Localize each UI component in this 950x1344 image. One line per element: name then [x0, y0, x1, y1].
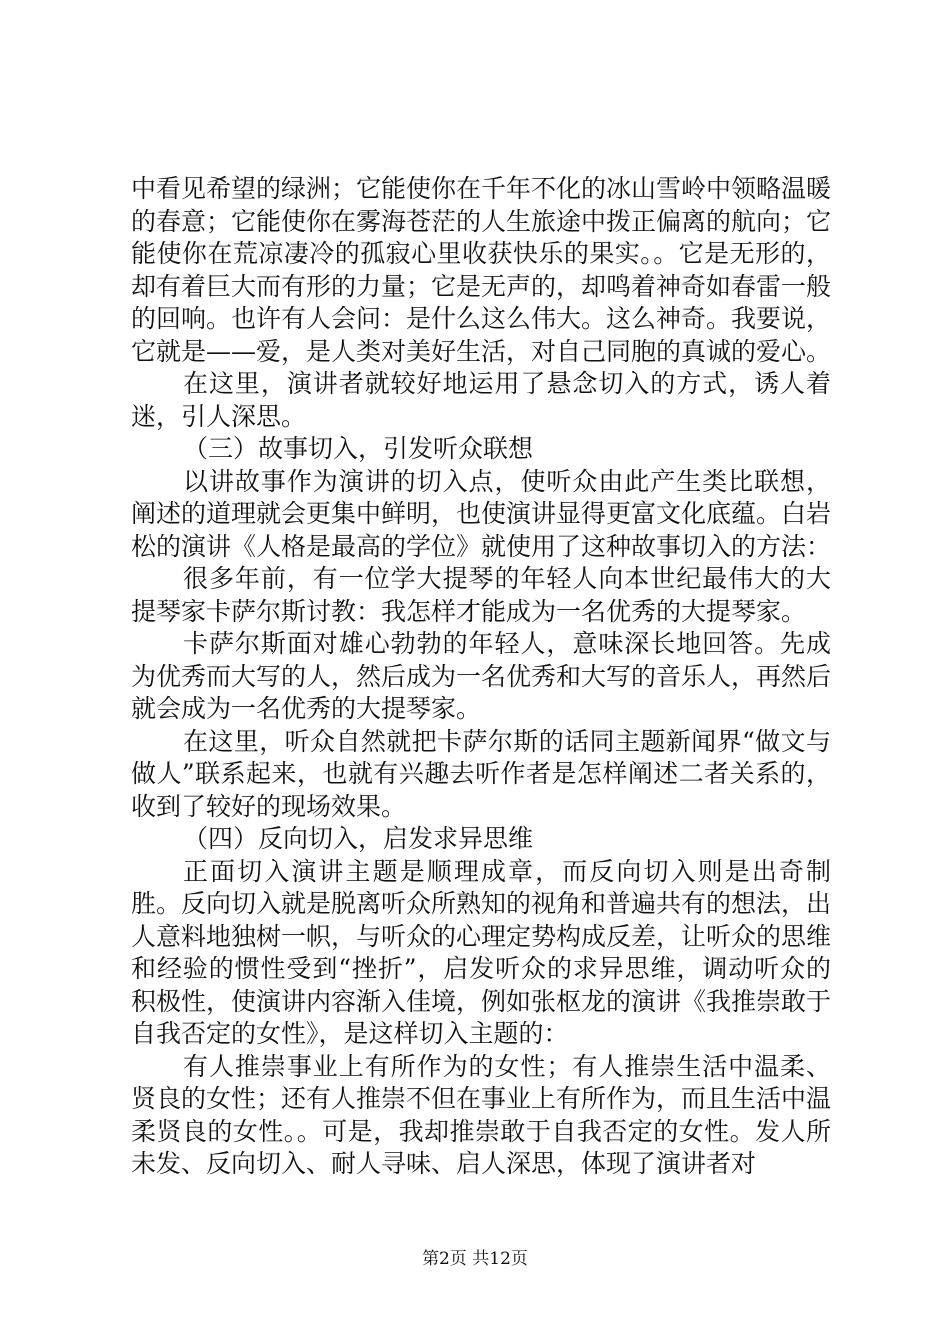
paragraph-continuation: 中看见希望的绿洲；它能使你在千年不化的冰山雪岭中领略温暖的春意；它能使你在雾海苍茫的人生旅途中拨正偏离的航向；它能使你在荒凉凄冷的孤寂心里收获快乐的果实。。它是无形的，却有着巨大而有形的力量；它是无声的，却鸣着神奇如春雷一般的回响。也许有人会问：是什么这么伟大。这么神奇。我要说，它就是——爱，是人类对美好生活，对自己同胞的真诚的爱心。 — [131, 174, 832, 366]
page-number-footer: 第2页 共12页 — [422, 1249, 528, 1269]
paragraph: 有人推崇事业上有所作为的女性；有人推崇生活中温柔、贤良的女性；还有人推崇不但在事业上有所作为，而且生活中温柔贤良的女性。。可是，我却推崇敢于自我否定的女性。发人所未发、反向切入、耐人寻味、启人深思，体现了演讲者对 — [131, 1051, 832, 1178]
paragraph: 以讲故事作为演讲的切入点，使听众由此产生类比联想，阐述的道理就会更集中鲜明，也使演讲显得更富文化底蕴。白岩松的演讲《人格是最高的学位》就使用了这种故事切入的方法： — [131, 466, 832, 561]
paragraph: 正面切入演讲主题是顺理成章，而反向切入则是出奇制胜。反向切入就是脱离听众所熟知的视角和普遍共有的想法，出人意料地独树一帜，与听众的心理定势构成反差，让听众的思维和经验的惯性受到“挫折”，启发听众的求异思维，调动听众的积极性，使演讲内容渐入佳境，例如张枢龙的演讲《我推崇敢于自我否定的女性》，是这样切入主题的： — [131, 856, 832, 1048]
section-heading: （四）反向切入，启发求异思维 — [183, 824, 534, 853]
paragraph: 在这里，听众自然就把卡萨尔斯的话同主题新闻界“做文与做人”联系起来，也就有兴趣去听作者是怎样阐述二者关系的，收到了较好的现场效果。 — [131, 726, 831, 821]
section-heading: （三）故事切入，引发听众联想 — [183, 434, 534, 463]
paragraph: 卡萨尔斯面对雄心勃勃的年轻人，意味深长地回答。先成为优秀而大写的人，然后成为一名优秀和大写的音乐人，再然后就会成为一名优秀的大提琴家。 — [131, 629, 832, 723]
document-body — [131, 173, 831, 1181]
paragraph: 很多年前，有一位学大提琴的年轻人向本世纪最伟大的大提琴家卡萨尔斯讨教：我怎样才能成为一名优秀的大提琴家。 — [131, 564, 831, 626]
paragraph: 在这里，演讲者就较好地运用了悬念切入的方式，诱人着迷，引人深思。 — [131, 369, 831, 431]
